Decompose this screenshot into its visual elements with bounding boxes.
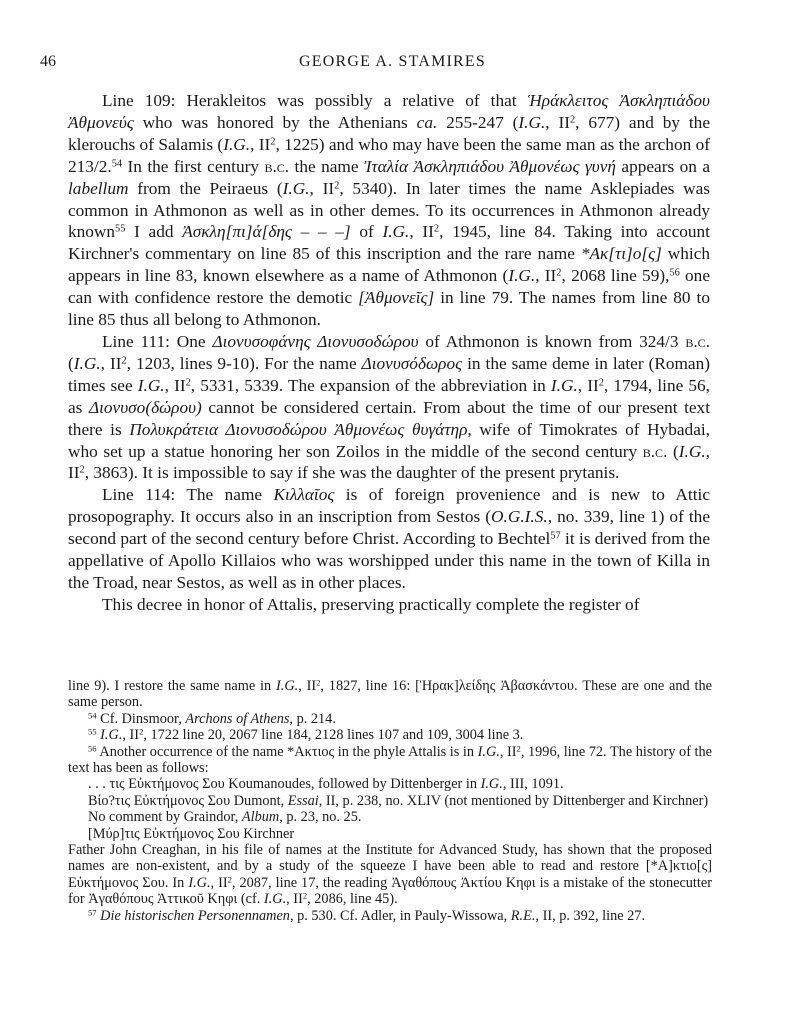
text-run: , no. 339, line 1) of the second part of the second century before Christ. According to Bechtel xyxy=(68,507,710,549)
book-title: Archons of Athens xyxy=(185,710,290,727)
citation-ig: I.G. xyxy=(678,441,706,461)
greek-name: Διονυσόδωρος xyxy=(361,353,463,373)
superscript: 2 xyxy=(334,179,340,191)
text-run: Line 111: One xyxy=(102,331,213,351)
text-run: , II xyxy=(409,222,434,242)
era-abbrev: b.c. xyxy=(642,441,668,461)
text-run: of Athmonon is known from 324/3 xyxy=(418,331,686,351)
text-run: it is derived from the appellative of Apollo Killaios who was worshipped under this name in the town of Killa in the Troad, near Sestos, as well as in other places. xyxy=(68,529,710,592)
text-run: , II xyxy=(499,743,517,760)
greek-name: Πολυκράτεια Διονυσοδώρου Ἀθμονέως θυγάτηρ xyxy=(129,419,468,439)
text-run: Cf. Dinsmoor, xyxy=(96,710,186,727)
superscript: 2 xyxy=(302,890,308,901)
superscript: 2 xyxy=(139,726,144,737)
citation-ig: I.G. xyxy=(550,375,578,395)
superscript: 2 xyxy=(433,223,440,235)
text-run: which appears in line 83, known elsewhere as a name of Athmonon ( xyxy=(68,244,711,286)
text-run: , II xyxy=(535,266,557,286)
text-run: , III, 1091. xyxy=(502,776,564,793)
text-run: one can with confidence restore the demotic xyxy=(68,266,710,308)
text-run: This decree in honor of Attalis, preserving practically complete the register of xyxy=(102,594,640,614)
text-run: Line 114: The name xyxy=(102,485,274,505)
text-run: , 1794, line 56, as xyxy=(68,375,710,417)
citation-ig: I.G. xyxy=(480,776,503,793)
text-run: line 9). I restore the same name in xyxy=(68,678,276,694)
text-run: ( xyxy=(667,441,679,461)
greek-name: Βίο?τις Εὐκτήμονος Σου xyxy=(88,792,231,809)
text-run: the name xyxy=(289,156,364,176)
footnote-ref: 55 xyxy=(115,223,126,235)
text-run: , II xyxy=(250,134,271,154)
superscript: 2 xyxy=(227,874,232,885)
text-run: (cf. xyxy=(237,891,264,908)
greek-name: Ἀγαθόπους Ἀκτίου Κηφι xyxy=(391,874,536,891)
text-run: , II xyxy=(577,375,599,395)
superscript: 2 xyxy=(556,267,562,279)
superscript: 2 xyxy=(516,742,521,753)
text-run: Line 109: Herakleitos was possibly a relative of that xyxy=(102,91,528,110)
citation-ig: I.G. xyxy=(263,891,287,908)
greek-name: Ἰταλία Ἀσκληπιάδου Ἀθμονέως γυνή xyxy=(363,156,616,176)
text-run: , II xyxy=(545,112,570,132)
citation-ig: I.G. xyxy=(73,353,101,373)
greek-name: Ἡράκλειτος Ἀσκληπιάδου Ἀθμονεύς xyxy=(68,91,710,132)
superscript: 2 xyxy=(598,377,604,389)
greek-name: Διονυσοφάνης Διονυσοδώρου xyxy=(212,331,419,351)
footnote-57 xyxy=(68,908,712,924)
citation-ig: I.G. xyxy=(508,266,536,286)
footnote-number: 56 xyxy=(88,742,97,753)
greek-name: *Ακ[τι]ο[ς] xyxy=(580,244,662,264)
citation-ig: I.G. xyxy=(282,178,310,198)
text-run: Another occurrence of the name xyxy=(96,743,288,760)
text-run: , II xyxy=(122,727,140,744)
text-run: of xyxy=(350,222,383,242)
text-run: ( xyxy=(68,353,74,373)
superscript: 2 xyxy=(185,377,191,389)
text-run: in the phyle Attalis is in xyxy=(334,743,478,760)
text-run: No comment by Graindor, xyxy=(88,809,242,826)
text-run: appears on a xyxy=(615,156,711,176)
footnote-56-discussion xyxy=(68,842,712,908)
citation-ig: I.G. xyxy=(275,678,299,694)
citation-ig: I.G. xyxy=(382,222,410,242)
superscript: 2 xyxy=(270,136,276,148)
text-run: , p. 23, no. 25. xyxy=(279,809,362,826)
text-run: is a mistake of the stonecutter for xyxy=(68,874,712,908)
paragraph-line-111 xyxy=(68,331,710,484)
text-run: , wife of Timokrates of Hybadai, who set up a statue honoring her son Zoilos in the middle of the second century xyxy=(68,419,710,461)
citation-ig: I.G. xyxy=(477,743,500,760)
footnote-55 xyxy=(68,727,712,743)
footnotes xyxy=(68,678,712,924)
text-run: Father John Creaghan, in his file of names at the Institute for Advanced Study, has shown that the proposed names are non-existent, and by a study of the squeeze I have been able to read and restore xyxy=(68,842,712,875)
text-run: , 2086, line 45). xyxy=(307,891,398,908)
greek-name: *Ακτιος xyxy=(287,743,335,760)
era-abbrev: b.c. xyxy=(264,156,290,176)
citation-ig: I.G. xyxy=(518,112,546,132)
book-title: Essai xyxy=(287,792,319,809)
text-run: , 1722 line 20, 2067 line 184, 2128 lines 107 and 109, 3004 line 3. xyxy=(143,727,524,744)
footnote-number: 54 xyxy=(88,710,97,721)
footnote-ref: 56 xyxy=(669,267,680,279)
citation-ig: I.G. xyxy=(223,134,251,154)
text-run: Koumanoudes, followed by Dittenberger in xyxy=(224,776,481,793)
text-run: , 5331, 5339. The expansion of the abbreviation in xyxy=(190,375,551,395)
text-run: in the same deme in later (Roman) times see xyxy=(68,353,710,395)
text-run: . These are one and the same person. xyxy=(68,678,712,711)
paragraph-decree xyxy=(68,594,710,616)
greek-name: Ἀγαθόπους Ἀττικοῦ Κηφι xyxy=(88,891,238,908)
text-run: , 5340). In later times the name Asklepiades was common in Athmonon as well as in other demes. To its occurrences in Athmonon already known xyxy=(68,178,710,242)
paragraph-line-109 xyxy=(68,90,710,331)
footnote-ref: 54 xyxy=(111,158,123,170)
text-run: , 1203, lines 9-10). For the name xyxy=(126,353,362,373)
greek-name: [Ἀθμονεῖς] xyxy=(358,288,435,308)
text-run: , 2087, line 17, the reading xyxy=(231,874,392,891)
greek-name: Κιλλαῖος xyxy=(273,485,335,505)
text-run: , 1996, line 72. The history of the text has been as follows: xyxy=(68,743,712,777)
text-run: cannot be considered certain. From about the time of our present text there is xyxy=(68,397,710,439)
footnote-number: 57 xyxy=(88,906,97,917)
footnote-continuation xyxy=(68,678,712,711)
book-title: Album xyxy=(241,809,280,826)
page-header xyxy=(40,53,745,75)
footnote-56-entry-4 xyxy=(68,826,712,842)
greek-name: [Μύρ]τις Εὐκτήμονος Σου xyxy=(88,825,240,842)
text-run: , II xyxy=(309,178,335,198)
citation-ogis: O.G.I.S. xyxy=(491,507,548,527)
greek-name: . . . τις Εὐκτήμονος Σου xyxy=(88,776,225,793)
footnote-56-entry-2 xyxy=(68,793,712,809)
text-run: , II xyxy=(68,441,710,483)
text-run: , 677) and by the klerouchs of Salamis ( xyxy=(68,112,710,154)
text-run: , II xyxy=(286,891,303,908)
text-run: , II, p. 392, line 27. xyxy=(535,907,646,924)
text-run: . In xyxy=(164,874,189,891)
text-run: , 1827, line 16: xyxy=(320,678,416,694)
italic-term: labellum xyxy=(68,178,129,198)
footnote-number: 55 xyxy=(88,726,97,737)
citation-ig: I.G. xyxy=(188,874,211,891)
greek-name: Ἀσκλη[πι]ά[δης – – –] xyxy=(182,222,351,242)
text-run: , 1945, line 84. Taking into account Kirchner's commentary on line 85 of this inscription and the rare name xyxy=(68,222,710,264)
greek-name: [*Α]κτιο[ς] Εὐκτήμονος Σου xyxy=(68,858,712,891)
text-run: Kirchner xyxy=(239,825,295,842)
superscript: 2 xyxy=(79,464,85,476)
text-run: , II, p. 238, no. XLIV (not mentioned by Dittenberger and Kirchner) xyxy=(318,792,709,809)
superscript: 2 xyxy=(569,114,576,126)
text-run: , p. 530. Cf. Adler, in Pauly-Wissowa, xyxy=(289,907,511,924)
book-title: Die historischen Personennamen xyxy=(100,907,290,924)
main-text xyxy=(68,90,710,616)
text-run: from the Peiraeus ( xyxy=(128,178,283,198)
text-run: I add xyxy=(125,222,183,242)
greek-name: [Ἡρακ]λείδης Ἀβασκάντου xyxy=(415,678,575,694)
footnote-54 xyxy=(68,711,712,727)
text-run: in line 79. The names from line 80 to line 85 thus all belong to Athmonon. xyxy=(68,288,710,330)
text-run: , II xyxy=(298,678,317,694)
citation-ig: I.G. xyxy=(100,727,123,744)
text-run: Dumont, xyxy=(230,792,288,809)
era-abbrev: b.c. xyxy=(685,331,710,351)
text-run: , 3863). It is impossible to say if she was the daughter of the present prytanis. xyxy=(84,463,620,483)
text-run: , 2068 line 59), xyxy=(561,266,670,286)
text-run: , 1225) and who may have been the same man as the archon of 213/2. xyxy=(68,134,710,176)
footnote-ref: 57 xyxy=(550,530,561,542)
page-number: 46 xyxy=(40,53,56,70)
text-run: , p. 214. xyxy=(289,710,336,727)
text-run: is of foreign provenience and is new to Attic prosopography. It occurs also in an inscription from Sestos ( xyxy=(68,485,710,527)
greek-name: Διονυσο(δώρου) xyxy=(88,397,202,417)
text-run: , II xyxy=(210,874,228,891)
footnote-56 xyxy=(68,744,712,777)
running-title: GEORGE A. STAMIRES xyxy=(299,53,486,70)
italic-term: ca. xyxy=(416,112,438,132)
text-run: 255-247 ( xyxy=(437,112,519,132)
paragraph-line-114 xyxy=(68,484,710,594)
superscript: 2 xyxy=(121,355,127,367)
citation-re: R.E. xyxy=(510,907,536,924)
text-run: , II xyxy=(164,375,186,395)
text-run: , II xyxy=(100,353,122,373)
citation-ig: I.G. xyxy=(137,375,165,395)
text-run: who was honored by the Athenians xyxy=(133,112,417,132)
superscript: 2 xyxy=(316,677,321,688)
footnote-56-entry-3 xyxy=(68,809,712,825)
footnote-56-entry-1 xyxy=(68,776,712,792)
text-run: In the first century xyxy=(122,156,265,176)
